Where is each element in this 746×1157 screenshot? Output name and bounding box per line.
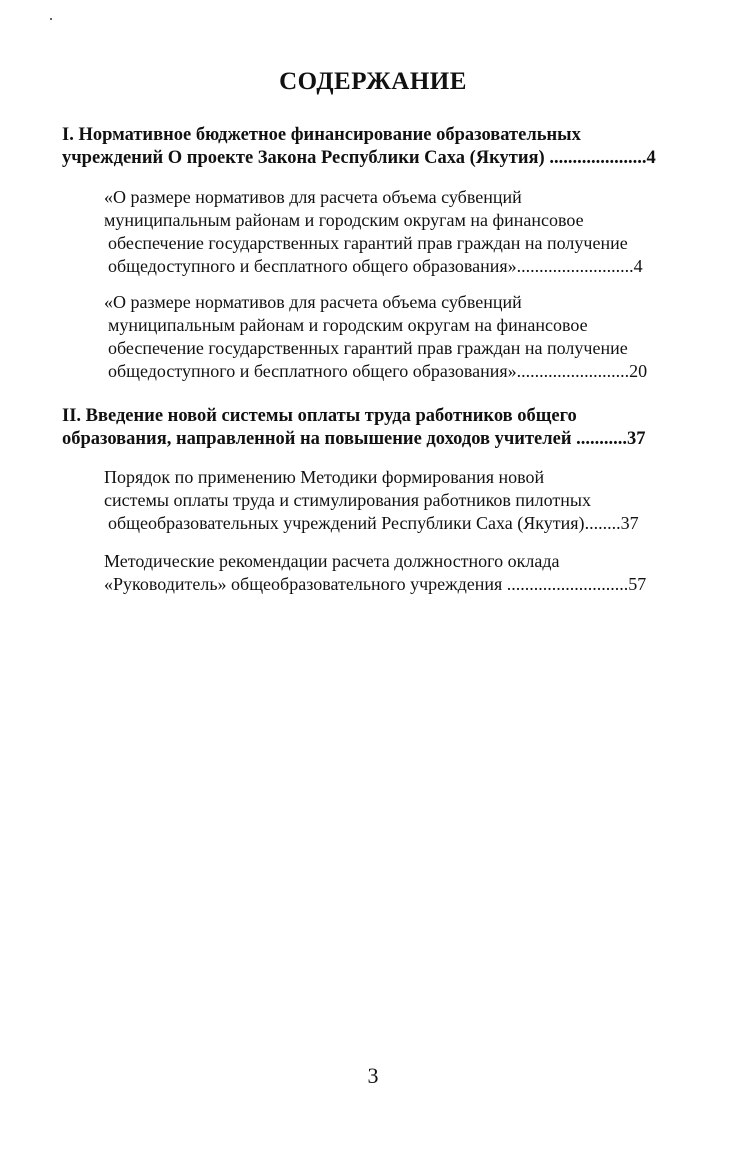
toc-section-1-text: учреждений О проекте Закона Республики Саха (Якутия) <box>62 148 545 168</box>
dot-leader: ........................... <box>502 574 629 594</box>
toc-section-1-line-2 <box>62 147 656 169</box>
toc-section-2-page: 37 <box>627 429 646 449</box>
dot-leader: ..................... <box>544 148 647 168</box>
toc-item-2-line-2: муниципальным районам и городским округам на финансовое <box>108 315 588 335</box>
toc-item-4-line-2 <box>104 573 646 595</box>
toc-item-2-line-1: «О размере нормативов для расчета объема субвенций <box>104 292 522 312</box>
toc-item-3-page: 37 <box>620 513 639 533</box>
page-number: 3 <box>367 1063 379 1088</box>
scan-speck <box>50 18 52 20</box>
toc-item-1-line-3: обеспечение государственных гарантий прав граждан на получение <box>108 233 628 253</box>
toc-item-4-page: 57 <box>628 574 647 594</box>
toc-item-2-page: 20 <box>629 361 648 381</box>
toc-item-1-line-2: муниципальным районам и городским округам на финансовое <box>104 210 584 230</box>
toc-item-2-line-3: обеспечение государственных гарантий прав граждан на получение <box>108 338 628 358</box>
toc-item-3-line-3 <box>108 512 639 534</box>
toc-section-2-line-1: II. Введение новой системы оплаты труда работников общего <box>62 406 577 426</box>
toc-item-4-line-1: Методические рекомендации расчета должностного оклада <box>104 551 560 571</box>
toc-item-3-line-2: системы оплаты труда и стимулирования работников пилотных <box>104 490 592 510</box>
dot-leader: ........ <box>584 513 621 533</box>
toc-item-2-line-4 <box>108 360 647 382</box>
dot-leader: ......................... <box>516 361 630 381</box>
toc-item-1-text: общедоступного и бесплатного общего образования» <box>108 256 517 276</box>
toc-item-1-line-4 <box>108 255 643 277</box>
toc-item-3-text: общеобразовательных учреждений Республики Саха (Якутия) <box>108 513 585 533</box>
toc-section-1-line-1: I. Нормативное бюджетное финансирование образовательных <box>62 125 581 145</box>
toc-item-1-page: 4 <box>633 256 643 276</box>
toc-section-2-line-2 <box>62 428 646 450</box>
toc-section-2-text: образования, направленной на повышение доходов учителей <box>62 429 572 449</box>
toc-item-4-text: «Руководитель» общеобразовательного учреждения <box>104 574 503 594</box>
toc-item-1-line-1: «О размере нормативов для расчета объема субвенций <box>104 187 522 207</box>
toc-item-2-text: общедоступного и бесплатного общего образования» <box>108 361 517 381</box>
dot-leader: ........... <box>571 429 627 449</box>
toc-item-3-line-1: Порядок по применению Методики формирования новой <box>104 467 545 487</box>
toc-section-1-page: 4 <box>646 148 656 168</box>
page-title: СОДЕРЖАНИЕ <box>279 68 467 95</box>
dot-leader: .......................... <box>516 256 634 276</box>
